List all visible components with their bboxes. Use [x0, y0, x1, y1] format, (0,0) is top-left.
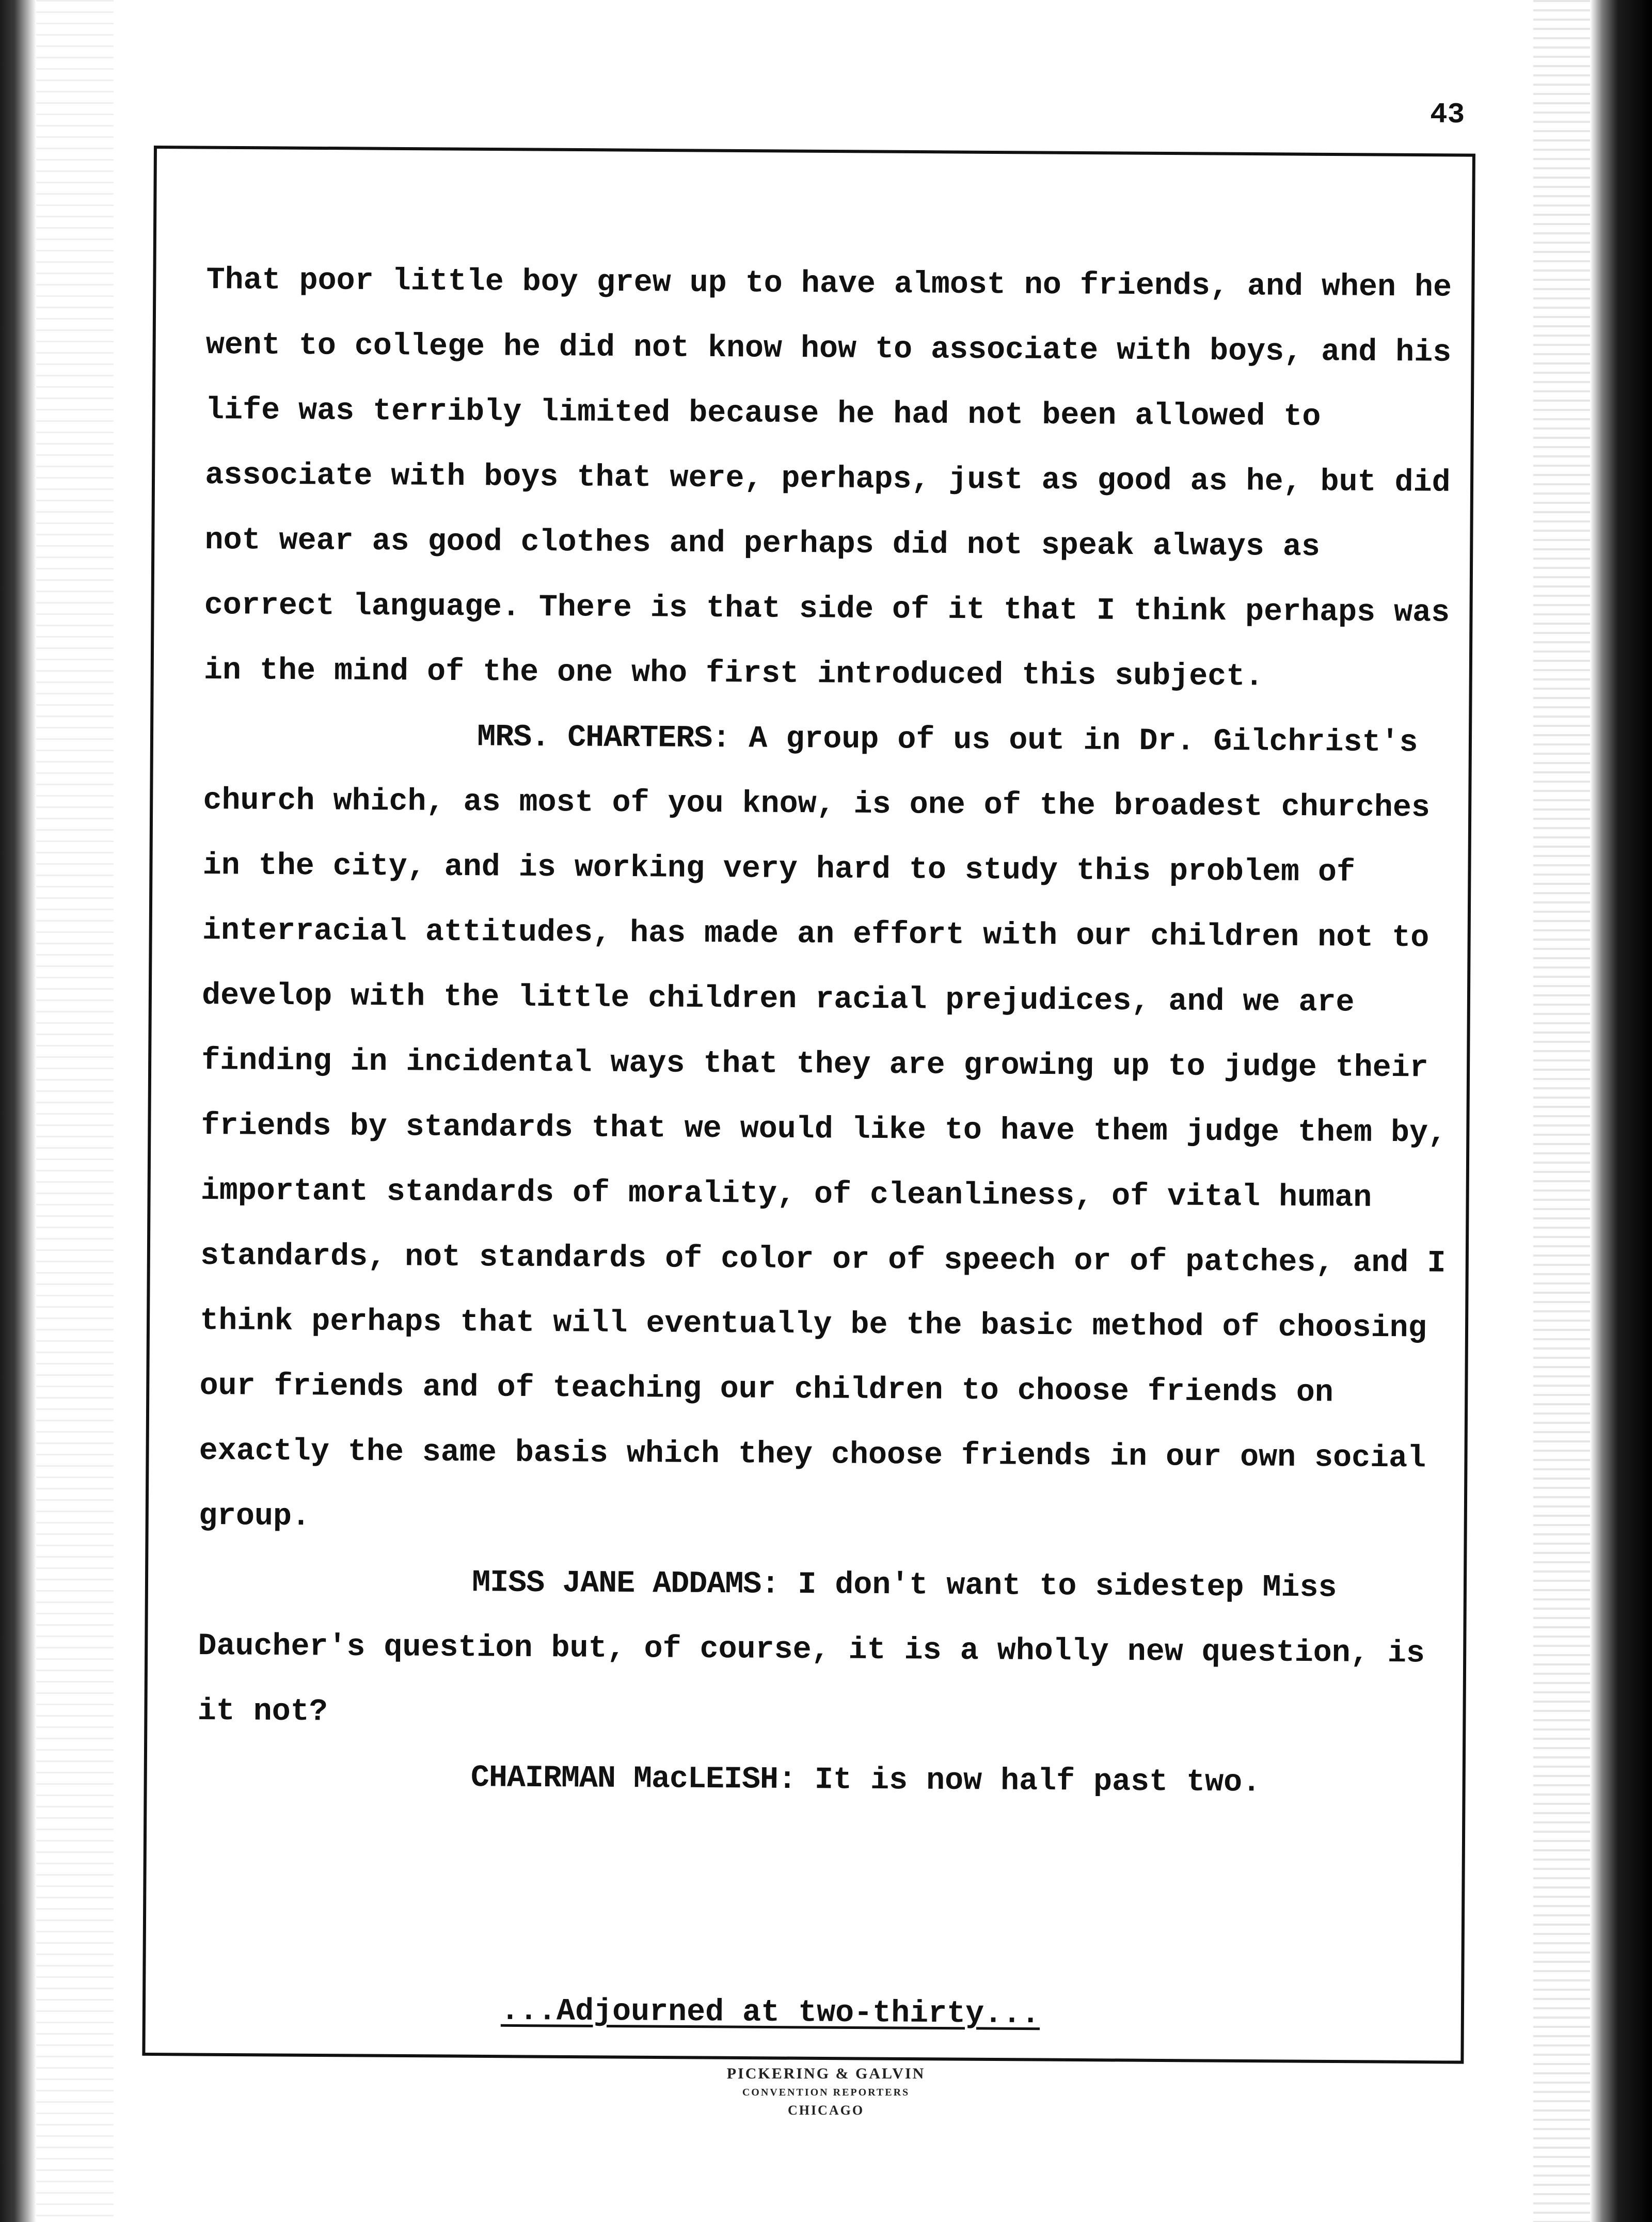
footer-firm-name: PICKERING & GALVIN — [726, 2065, 926, 2082]
footer-firm-type: CONVENTION REPORTERS — [742, 2087, 910, 2098]
paragraph-text: It is now half past two. — [814, 1763, 1261, 1801]
reporter-footer — [620, 2065, 1032, 2118]
transcript-body — [197, 248, 1456, 1817]
paragraph-text: A group of us out in Dr. Gilchrist's church which, as most of you know, is one of the broadest churches in the city, and is working very hard to study this problem of interracial attitudes, has made an effort with our children not to develop with the little children racial prejudices, and we are finding in incidental ways that they are growing up to judge their friends by standards that we would like to have them judge them by, important standards of morality, of cleanliness, of vital human standards, not standards of color or of speech or of patches, and I think perhaps that will eventually be the basic method of choosing our friends and of teaching our children to choose friends on exactly the same basis which they choose friends in our own social group. — [198, 721, 1447, 1535]
paragraph-text: That poor little boy grew up to have almost no friends, and when he went to college he did not know how to associate with boys, and his life was terribly limited because he had not been allowed to associate with boys that were, perhaps, just as good as he, but did not wear as good clothes and perhaps did not speak always as correct language. There is that side of it that I think perhaps was in the mind of the one who first introduced this subject. — [203, 262, 1452, 695]
scan-right-edge — [1590, 0, 1652, 2222]
scan-left-edge — [0, 0, 36, 2222]
speaker-label: CHAIRMAN MacLEISH: — [470, 1760, 797, 1798]
page-number: 43 — [1430, 98, 1465, 131]
paragraph-text: I don't want to sidestep Miss Daucher's question but, of course, it is a wholly new question, is it not? — [197, 1567, 1425, 1730]
scan-right-noise — [1533, 0, 1590, 2222]
speaker-label: MISS JANE ADDAMS: — [472, 1565, 780, 1602]
paragraph-jane-addams — [197, 1549, 1448, 1752]
paragraph-mrs-charters — [199, 703, 1453, 1557]
footer-city: CHICAGO — [787, 2103, 865, 2118]
scan-left-noise — [36, 0, 114, 2222]
paragraph-opening — [204, 248, 1456, 711]
adjournment-note: ...Adjourned at two-thirty... — [500, 1993, 1040, 2033]
speaker-label: MRS. CHARTERS: — [477, 720, 730, 757]
paragraph-chairman-macleish — [197, 1744, 1447, 1817]
